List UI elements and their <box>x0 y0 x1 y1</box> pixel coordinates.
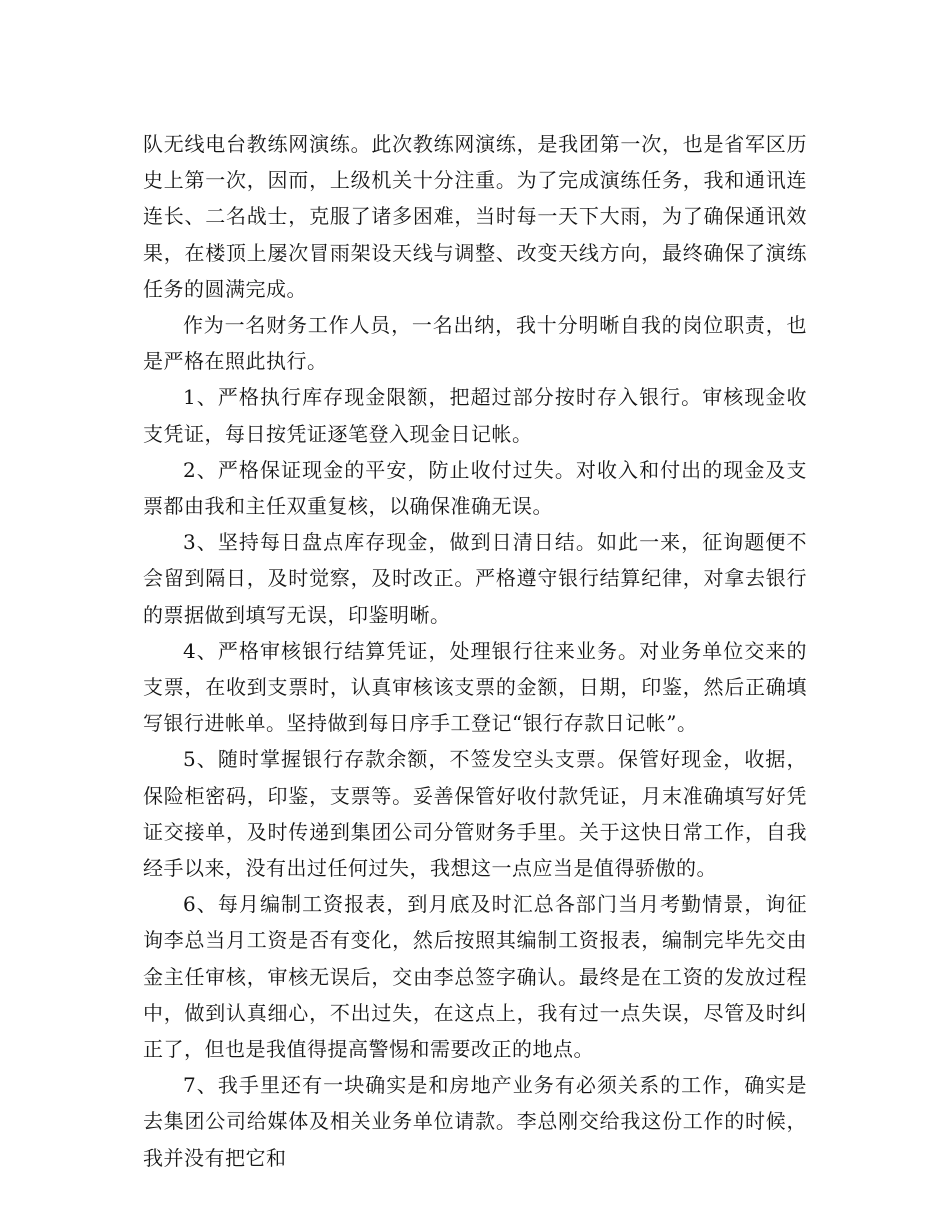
document-body <box>143 126 807 1176</box>
paragraph-item-3: 3、坚持每日盘点库存现金，做到日清日结。如此一来，征询题便不会留到隔日，及时觉察，及时改正。严格遵守银行结算纪律，对拿去银行的票据做到填写无误，印鉴明晰。 <box>143 530 807 627</box>
paragraph-continued: 队无线电台教练网演练。此次教练网演练，是我团第一次，也是省军区历史上第一次，因而，上级机关十分注重。为了完成演练任务，我和通讯连连长、二名战士，克服了诸多困难，当时每一天下大雨，为了确保通讯效果，在楼顶上屡次冒雨架设天线与调整、改变天线方向，最终确保了演练任务的圆满完成。 <box>143 132 807 301</box>
paragraph-item-1: 1、严格执行库存现金限额，把超过部分按时存入银行。审核现金收支凭证，每日按凭证逐笔登入现金日记帐。 <box>143 385 807 446</box>
paragraph-item-5: 5、随时掌握银行存款余额，不签发空头支票。保管好现金，收据，保险柜密码，印鉴，支票等。妥善保管好收付款凭证，月末准确填写好凭证交接单，及时传递到集团公司分管财务手里。关于这快日常工作，自我经手以来，没有出过任何过失，我想这一点应当是值得骄傲的。 <box>143 747 807 881</box>
paragraph-item-6: 6、每月编制工资报表，到月底及时汇总各部门当月考勤情景，询征询李总当月工资是否有变化，然后按照其编制工资报表，编制完毕先交由金主任审核，审核无误后，交由李总签字确认。最终是在工资的发放过程中，做到认真细心，不出过失，在这点上，我有过一点失误，尽管及时纠正了，但也是我值得提高警惕和需要改正的地点。 <box>143 892 807 1062</box>
paragraph-item-7: 7、我手里还有一块确实是和房地产业务有必须关系的工作，确实是去集团公司给媒体及相关业务单位请款。李总刚交给我这份工作的时候，我并没有把它和 <box>143 1073 807 1170</box>
paragraph-duty-intro: 作为一名财务工作人员，一名出纳，我十分明晰自我的岗位职责，也是严格在照此执行。 <box>143 313 807 374</box>
paragraph-item-2: 2、严格保证现金的平安，防止收付过失。对收入和付出的现金及支票都由我和主任双重复核，以确保准确无误。 <box>143 457 807 519</box>
paragraph-item-4: 4、严格审核银行结算凭证，处理银行往来业务。对业务单位交来的支票，在收到支票时，认真审核该支票的金额，日期，印鉴，然后正确填写银行进帐单。坚持做到每日序手工登记“银行存款日记帐”。 <box>143 638 807 736</box>
